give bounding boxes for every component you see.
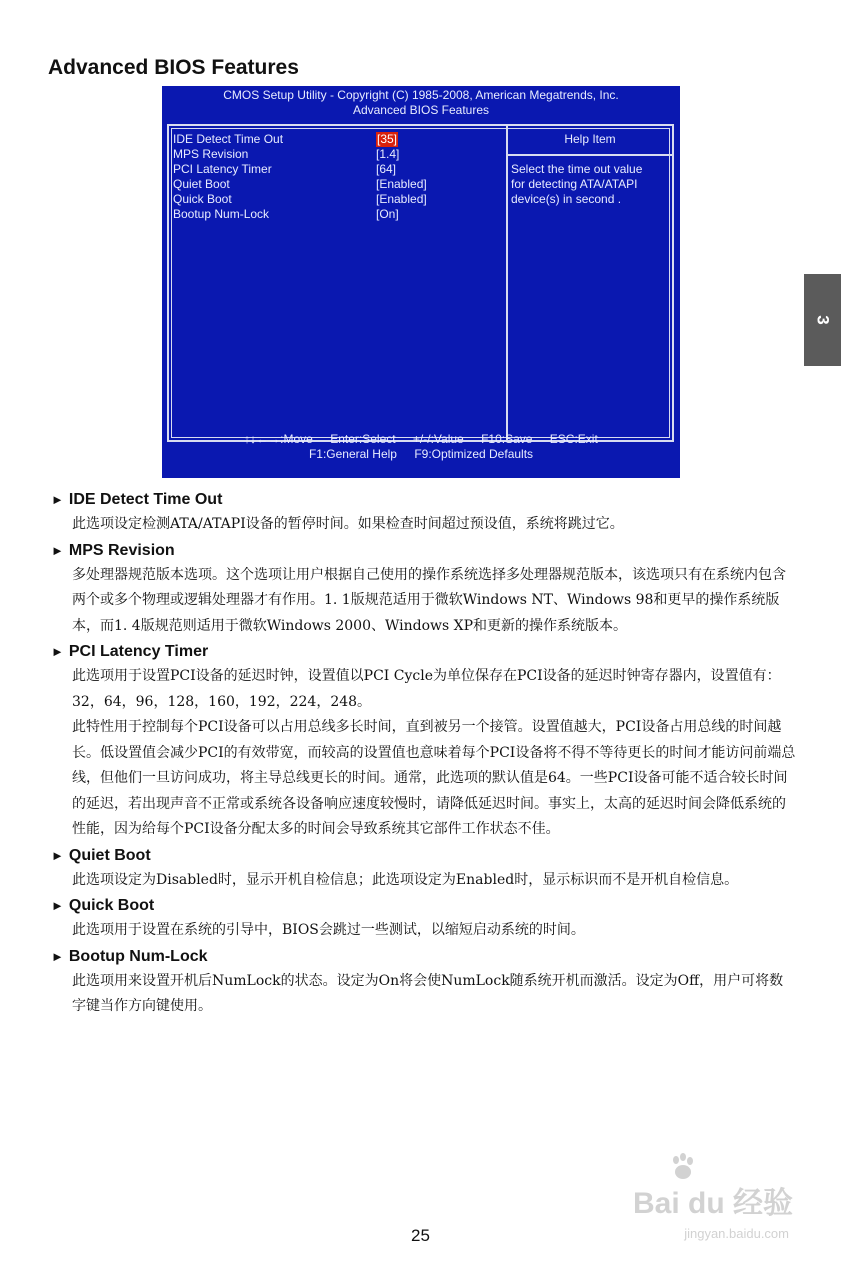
bios-item-label: IDE Detect Time Out: [173, 132, 284, 146]
section-title-text: Quiet Boot: [68, 846, 151, 864]
bios-item-label: MPS Revision: [173, 147, 249, 161]
bios-item-quick-boot[interactable]: [173, 192, 503, 207]
key-hint-general-help: F1:General Help: [308, 447, 397, 461]
watermark-url: jingyan.baidu.com: [684, 1226, 789, 1241]
bios-item-label: Quick Boot: [173, 192, 232, 206]
triangle-bullet-icon: ►: [51, 542, 64, 558]
key-hint-save: F10:Save: [481, 432, 533, 446]
help-text: Select the time out value for detecting ATA/ATAPI device(s) in second .: [511, 162, 643, 206]
key-hint-move: ↑↓←→:Move: [244, 432, 313, 446]
help-title: Help Item: [564, 132, 616, 146]
triangle-bullet-icon: ►: [51, 847, 64, 863]
bios-item-value-selected[interactable]: [35]: [377, 132, 398, 146]
key-hint-select: Enter:Select: [330, 432, 396, 446]
section-paragraph: 多处理器规范版本选项。这个选项让用户根据自己使用的操作系统选择多处理器规范版本，该选项只有在系统内包含两个或多个物理或逻辑处理器才有作用。1. 1版规范适用于微软Windows NT、Windows 98和更早的操作系统版本，而1. 4版规范则适用于微软Windows 2000、Windows XP和更新的操作系统版本。: [72, 566, 786, 634]
bios-item-pci-latency[interactable]: [173, 162, 503, 177]
bios-item-value[interactable]: [64]: [376, 162, 397, 176]
section-mps-revision: [51, 538, 796, 640]
bios-header-copyright: CMOS Setup Utility - Copyright (C) 1985-2008, American Megatrends, Inc.: [223, 88, 619, 102]
section-paragraph: 此选项设定为Disabled时，显示开机自检信息；此选项设定为Enabled时，显示标识而不是开机自检信息。: [72, 871, 739, 888]
section-paragraph: 此选项设定检测ATA/ATAPI设备的暂停时间。如果检查时间超过预设值，系统将跳过它。: [72, 516, 624, 532]
section-title-text: Bootup Num-Lock: [68, 947, 208, 965]
bios-footer-keys: [162, 432, 680, 447]
page-title: Advanced BIOS Features: [48, 56, 299, 79]
bios-header-page: Advanced BIOS Features: [352, 103, 490, 117]
section-title: [51, 893, 796, 918]
section-numlock: [51, 944, 796, 1020]
section-paragraph: 此特性用于控制每个PCI设备可以占用总线多长时间，直到被另一个接管。设置值越大，PCI设备占用总线的时间越长。低设置值会减少PCI的有效带宽，而较高的设置值也意味着每个PCI设备将不得不等待更长的时间才能访问前端总线，但他们一旦访问成功，将主导总线更长的时间。通常，此选项的默认值是64。一些PCI设备可能不适合较长时间的延迟，若出现声音不正常或系统各设备响应速度较慢时，请降低延迟时间。事实上，太高的延迟时间会降低系统的性能，因为给每个PCI设备分配太多的时间会导致系统其它部件工作状态不佳。: [72, 719, 796, 837]
section-paragraph: 此选项用来设置开机后NumLock的状态。设定为On将会使NumLock随系统开机而激活。设定为Off，用户可将数字键当作方向键使用。: [72, 972, 784, 1014]
section-paragraph: 此选项用于设置在系统的引导中，BIOS会跳过一些测试，以缩短启动系统的时间。: [72, 922, 585, 938]
key-hint-value: +/-/:Value: [412, 432, 464, 446]
bios-item-ide-detect[interactable]: [173, 132, 503, 147]
bios-item-value[interactable]: [On]: [376, 207, 399, 221]
section-title: [51, 639, 796, 664]
bios-footer-help: [162, 447, 680, 462]
section-quiet-boot: [51, 843, 796, 894]
feature-descriptions: [51, 487, 796, 1020]
bios-divider: [506, 126, 508, 440]
chapter-number: 3: [813, 315, 833, 325]
bios-item-numlock[interactable]: [173, 207, 503, 222]
bios-item-value[interactable]: [1.4]: [376, 147, 400, 161]
bios-screenshot: [162, 86, 680, 478]
page-number: 25: [411, 1226, 430, 1245]
help-divider: [508, 154, 672, 156]
triangle-bullet-icon: ►: [51, 492, 64, 507]
bios-item-label: Bootup Num-Lock: [173, 207, 270, 221]
bios-item-label: Quiet Boot: [173, 177, 230, 191]
section-title-text: IDE Detect Time Out: [68, 491, 223, 508]
triangle-bullet-icon: ►: [51, 948, 64, 964]
section-title-text: Quick Boot: [68, 897, 155, 914]
bios-item-mps-revision[interactable]: [173, 147, 503, 162]
key-hint-defaults: F9:Optimized Defaults: [414, 447, 534, 461]
triangle-bullet-icon: ►: [51, 898, 64, 913]
section-paragraph: 此选项用于设置PCI设备的延迟时钟，设置值以PCI Cycle为单位保存在PCI设备的延迟时钟寄存器内，设置值有：32，64，96，128，160，192，224，248。: [72, 668, 781, 710]
watermark-logo: Bai du 经验: [632, 1187, 793, 1220]
bios-header: [162, 88, 680, 118]
bios-item-label: PCI Latency Timer: [173, 162, 272, 176]
bios-item-value[interactable]: [Enabled]: [376, 192, 427, 206]
chapter-tab: [804, 274, 841, 366]
bios-item-value[interactable]: [Enabled]: [376, 177, 427, 191]
section-title-text: MPS Revision: [68, 541, 175, 559]
section-pci-latency: [51, 639, 796, 843]
bios-menu: [173, 132, 503, 222]
section-ide-detect: [51, 487, 796, 538]
section-title: [51, 843, 796, 868]
section-quick-boot: [51, 893, 796, 944]
section-title-text: PCI Latency Timer: [68, 643, 209, 660]
key-hint-exit: ESC:Exit: [549, 432, 598, 446]
bios-item-quiet-boot[interactable]: [173, 177, 503, 192]
section-title: [51, 487, 796, 512]
section-title: [51, 538, 796, 563]
section-title: [51, 944, 796, 969]
triangle-bullet-icon: ►: [51, 644, 64, 659]
